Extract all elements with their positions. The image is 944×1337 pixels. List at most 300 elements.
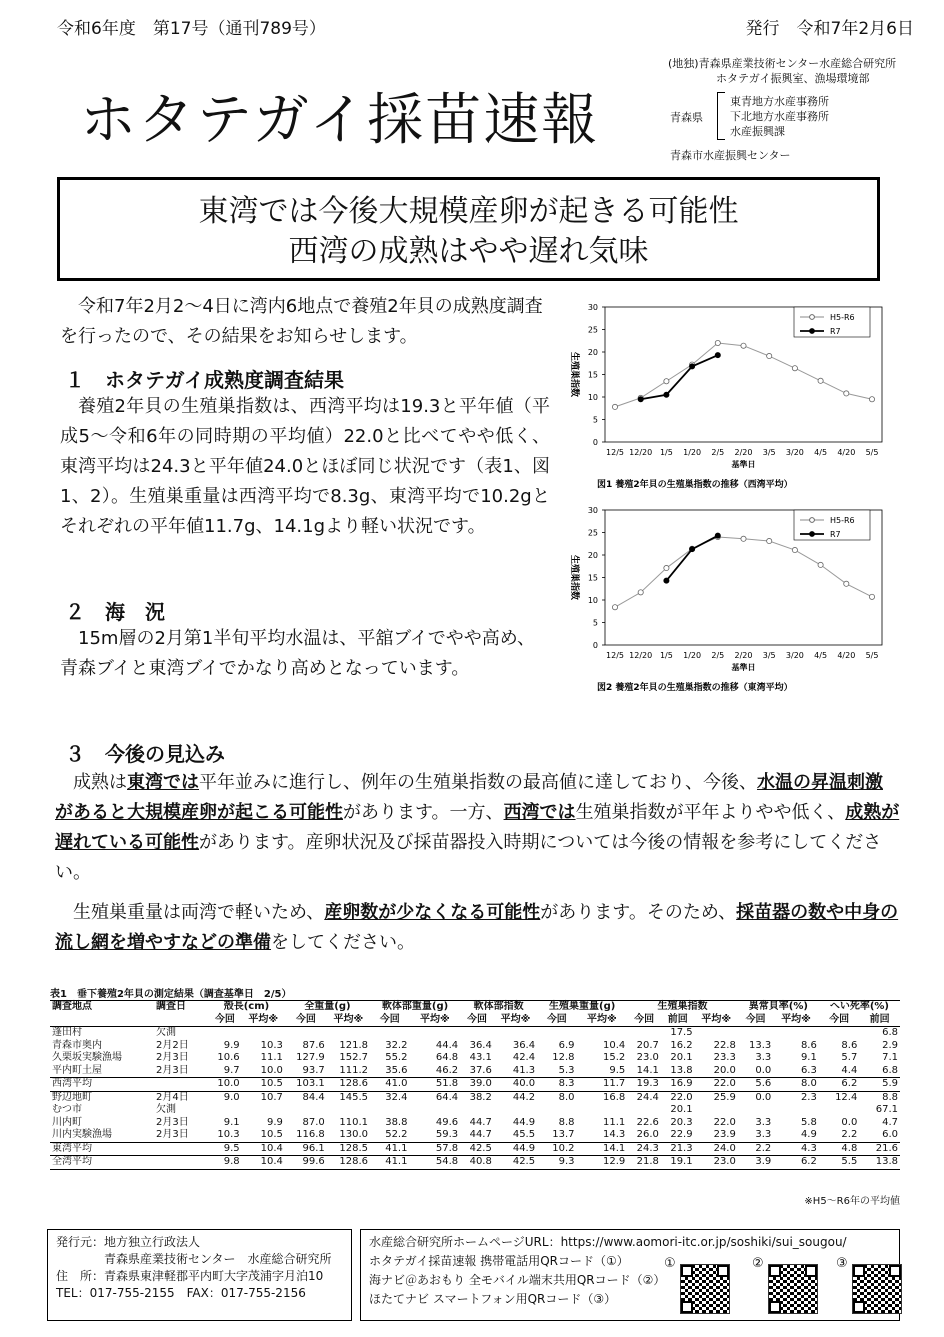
sub-header: 今回 xyxy=(460,1014,494,1027)
footer-qr2-label: 海ナビ＠あおもり 全モバイル端末共用QRコード（②） xyxy=(369,1273,666,1287)
table-cell: 16.2 xyxy=(670,1039,693,1051)
table-cell: 10.4 xyxy=(242,1156,285,1170)
sub-header: 今回 xyxy=(370,1014,409,1027)
table-note: ※H5～R6年の平均値 xyxy=(804,1196,900,1207)
table-cell: 64.4 xyxy=(435,1091,459,1103)
table-cell xyxy=(409,1104,460,1117)
table-cell xyxy=(460,1104,494,1117)
table-cell: 49.6 xyxy=(435,1116,459,1128)
table-cell: 39.0 xyxy=(460,1078,494,1092)
row-name: 平内町土屋 xyxy=(50,1065,154,1078)
headline-line2: 西湾の成熟はやや遅れ気味 xyxy=(288,234,649,269)
table-cell: 121.8 xyxy=(339,1039,369,1051)
table-row xyxy=(50,1052,900,1065)
table-cell: 44.4 xyxy=(435,1039,459,1051)
table-cell: 11.1 xyxy=(602,1116,626,1128)
section1-heading: １ ホタテガイ成熟度調査結果 xyxy=(65,368,344,392)
group-header: 生殖巣重量(g) xyxy=(537,1001,627,1014)
row-date xyxy=(154,1078,208,1092)
section3-paragraph1 xyxy=(55,768,900,888)
office-2: 下北地方水産事務所 xyxy=(730,110,829,123)
emphasis-text: 産卵数が少なくなる可能性 xyxy=(324,902,541,923)
table-cell: 2.2 xyxy=(738,1142,773,1156)
table-cell xyxy=(773,1104,819,1117)
table-cell: 44.9 xyxy=(494,1142,537,1156)
emphasis-text: 成熟が遅れている可能性 xyxy=(55,802,900,853)
y-tick-label: 15 xyxy=(587,370,598,380)
table-cell xyxy=(537,1104,576,1117)
group-header: 軟体部重量(g) xyxy=(370,1001,460,1014)
sub-header: 平均※ xyxy=(494,1014,537,1027)
y-tick-label: 0 xyxy=(592,641,598,650)
page-title: ホタテガイ採苗速報 xyxy=(80,88,600,153)
table-cell xyxy=(577,1027,628,1040)
table-cell: 19.1 xyxy=(661,1156,695,1170)
table-caption: 表1 垂下養殖2年貝の測定結果（調査基準日 2/5） xyxy=(50,989,292,1000)
table-cell: 8.3 xyxy=(537,1078,576,1092)
group-header: 全重量(g) xyxy=(285,1001,370,1014)
table-cell: 9.9 xyxy=(223,1039,240,1051)
section3-heading: ３ 今後の見込み xyxy=(65,742,225,766)
table-cell: 22.8 xyxy=(713,1039,736,1051)
sub-header: 平均※ xyxy=(577,1014,628,1027)
table-cell: 10.4 xyxy=(602,1039,626,1051)
row-date xyxy=(154,1142,208,1156)
table-cell: 11.7 xyxy=(577,1078,628,1092)
legend-swatch-marker xyxy=(810,315,815,320)
data-point xyxy=(792,366,797,371)
table-cell: 128.6 xyxy=(327,1156,370,1170)
row-name: 久栗坂実験漁場 xyxy=(52,1052,122,1063)
footer-publisher-box xyxy=(47,1229,352,1321)
table-cell xyxy=(242,1027,285,1040)
data-point xyxy=(818,562,823,567)
table-cell: 9.3 xyxy=(537,1156,576,1170)
sub-header: 平均※ xyxy=(409,1014,460,1027)
table-cell: 8.8 xyxy=(882,1091,898,1103)
table-cell: 37.6 xyxy=(460,1065,494,1078)
table-cell: 8.6 xyxy=(800,1039,817,1051)
publisher-offices xyxy=(730,94,829,139)
sub-header: 今回 xyxy=(819,1014,859,1027)
table-cell xyxy=(494,1027,537,1040)
table-cell xyxy=(627,1027,661,1040)
table-cell: 4.8 xyxy=(819,1142,859,1156)
x-tick-label: 2/20 xyxy=(734,448,753,457)
intro-paragraph: 令和7年2月2～4日に湾内6地点で養殖2年貝の成熟度調査を行ったので、その結果をお知らせします。 xyxy=(60,296,543,347)
table-cell: 46.2 xyxy=(409,1065,460,1078)
office-1: 東青地方水産事務所 xyxy=(730,95,829,108)
table-cell: 42.5 xyxy=(460,1142,494,1156)
qr1-number: ① xyxy=(664,1256,676,1271)
table-cell xyxy=(577,1104,628,1117)
table-cell: 57.8 xyxy=(409,1142,460,1156)
table-cell: 32.2 xyxy=(385,1039,408,1051)
legend-swatch-marker xyxy=(810,329,815,334)
data-point xyxy=(767,538,772,543)
row-date: 欠測 xyxy=(156,1104,176,1115)
row-name: 野辺地町 xyxy=(52,1091,92,1103)
x-tick-label: 3/5 xyxy=(762,651,776,660)
table-cell: 10.3 xyxy=(260,1039,283,1051)
table-cell: 64.8 xyxy=(435,1052,459,1063)
table-cell: 4.7 xyxy=(882,1116,898,1128)
data-point xyxy=(869,397,874,402)
table-cell: 12.8 xyxy=(552,1052,575,1063)
table-cell: 42.4 xyxy=(512,1052,536,1063)
table-cell: 4.3 xyxy=(773,1142,819,1156)
table-cell: 44.7 xyxy=(469,1116,492,1128)
table-cell: 7.1 xyxy=(882,1052,898,1063)
table-cell: 36.4 xyxy=(469,1039,492,1051)
table-cell xyxy=(409,1027,460,1040)
legend-swatch-marker xyxy=(810,532,815,537)
table-cell: 40.0 xyxy=(494,1078,537,1092)
table-row xyxy=(50,1142,900,1156)
row-date xyxy=(154,1156,208,1170)
y-axis-label: 生殖巣指数 xyxy=(569,351,579,398)
chart-west-bay xyxy=(560,295,900,495)
row-name: むつ市 xyxy=(52,1104,82,1115)
qr-code-2[interactable] xyxy=(768,1264,818,1314)
qr-code-1[interactable] xyxy=(680,1264,730,1314)
table-cell: 26.0 xyxy=(627,1129,661,1142)
group-header: 軟体部指数 xyxy=(460,1001,537,1014)
table-cell: 19.3 xyxy=(627,1078,661,1092)
series-line-R7 xyxy=(666,536,717,581)
data-point xyxy=(612,605,617,610)
table-cell: 20.3 xyxy=(670,1116,693,1128)
table-cell: 41.1 xyxy=(370,1156,409,1170)
table-cell: 20.7 xyxy=(636,1039,659,1051)
table-cell: 24.0 xyxy=(695,1142,738,1156)
y-tick-label: 20 xyxy=(587,348,598,357)
table-cell: 9.5 xyxy=(577,1065,628,1078)
y-tick-label: 25 xyxy=(587,528,598,538)
table-cell: 4.4 xyxy=(819,1065,859,1078)
table-cell xyxy=(695,1104,738,1117)
emphasis-text: 水温の昇温刺激があると大規模産卵が起こる可能性 xyxy=(55,772,883,823)
table-cell: 9.0 xyxy=(223,1091,240,1103)
table-cell: 2.9 xyxy=(882,1039,898,1051)
legend-swatch-marker xyxy=(810,518,815,523)
table-cell xyxy=(327,1104,370,1117)
y-tick-label: 10 xyxy=(587,393,598,402)
table-cell: 38.2 xyxy=(469,1091,492,1103)
y-tick-label: 20 xyxy=(587,551,598,560)
data-point xyxy=(638,397,643,402)
y-tick-label: 0 xyxy=(592,438,598,447)
row-name: 全湾平均 xyxy=(50,1156,154,1170)
body-text: 平年並みに進行し、例年の生殖巣指数の最高値に達しており、今後、 xyxy=(199,772,757,793)
table-cell: 16.9 xyxy=(661,1078,695,1092)
data-point xyxy=(715,353,720,358)
table-cell: 13.3 xyxy=(749,1039,772,1051)
table-cell: 22.6 xyxy=(636,1116,659,1128)
table-cell: 9.1 xyxy=(223,1116,240,1128)
table-row xyxy=(50,1065,900,1078)
x-tick-label: 2/5 xyxy=(711,448,725,457)
table-cell: 22.0 xyxy=(670,1091,693,1103)
table-cell xyxy=(695,1027,738,1040)
table-cell: 9.5 xyxy=(208,1142,242,1156)
table-cell xyxy=(537,1027,576,1040)
table-cell: 20.0 xyxy=(695,1065,738,1078)
table-cell: 59.3 xyxy=(409,1129,460,1142)
sub-header: 前回 xyxy=(661,1014,695,1027)
group-header: 異常貝率(%) xyxy=(738,1001,819,1014)
table-cell: 6.0 xyxy=(859,1129,900,1142)
x-tick-label: 5/5 xyxy=(865,448,879,457)
table-cell: 127.9 xyxy=(296,1052,325,1063)
table-cell: 24.4 xyxy=(636,1091,659,1103)
publisher-city: 青森市水産振興センター xyxy=(670,149,791,162)
publisher-line2: ホタテガイ振興室、漁場環境部 xyxy=(716,72,870,85)
table-cell: 13.7 xyxy=(537,1129,576,1142)
row-date: 欠測 xyxy=(156,1027,176,1038)
footer-qr3-label: ほたてナビ スマートフォン用QRコード（③） xyxy=(369,1292,617,1306)
chart-title: 図2 養殖2年貝の生殖巣指数の推移（東湾平均） xyxy=(597,683,793,693)
table-cell: 0.0 xyxy=(841,1116,858,1128)
footer-links-box xyxy=(360,1229,900,1321)
table-cell: 67.1 xyxy=(875,1104,898,1115)
y-tick-label: 5 xyxy=(592,618,598,628)
x-tick-label: 2/20 xyxy=(734,651,753,660)
table-cell: 43.1 xyxy=(469,1052,492,1063)
x-tick-label: 1/20 xyxy=(683,448,702,457)
table-cell: 103.1 xyxy=(285,1078,327,1092)
table-cell: 41.1 xyxy=(370,1142,409,1156)
footer-url[interactable]: 水産総合研究所ホームページURL：https://www.aomori-itc.or.jp/soshiki/sui_sougou/ xyxy=(369,1235,847,1249)
data-point xyxy=(715,340,720,345)
emphasis-text: 東湾では xyxy=(127,772,199,793)
sub-header: 今回 xyxy=(208,1014,242,1027)
table-cell: 8.6 xyxy=(841,1039,858,1051)
table-cell: 116.8 xyxy=(285,1129,327,1142)
table-cell: 32.4 xyxy=(385,1091,408,1103)
data-point xyxy=(664,578,669,583)
table-cell xyxy=(819,1104,859,1117)
table-cell: 6.8 xyxy=(859,1065,900,1078)
sub-header: 平均※ xyxy=(695,1014,738,1027)
data-point xyxy=(869,594,874,599)
table-cell xyxy=(208,1027,242,1040)
legend-label: R7 xyxy=(830,327,841,336)
table-cell: 9.1 xyxy=(800,1052,817,1063)
section3-paragraph2 xyxy=(55,898,900,958)
table-cell: 99.6 xyxy=(285,1156,327,1170)
table-row xyxy=(50,1104,900,1117)
data-point xyxy=(715,533,720,538)
table-cell: 17.5 xyxy=(670,1027,693,1038)
section2-body: 15m層の2月第1半旬平均水温は、平舘ブイでやや高め、青森ブイと東湾ブイでかなり高めとなっています。 xyxy=(60,628,536,679)
publisher-bracket xyxy=(717,92,725,140)
data-point xyxy=(767,353,772,358)
row-name: 青森市奥内 xyxy=(52,1039,102,1051)
table-cell: 13.8 xyxy=(859,1156,900,1170)
footer-qr1-label: ホタテガイ採苗速報 携帯電話用QRコード（①） xyxy=(369,1254,629,1268)
data-point xyxy=(690,547,695,552)
table-cell: 55.2 xyxy=(385,1052,408,1063)
section2-heading: ２ 海 況 xyxy=(65,600,165,624)
body-text: をしてください。 xyxy=(271,932,415,953)
table-cell: 36.4 xyxy=(512,1039,536,1051)
x-tick-label: 4/20 xyxy=(837,651,856,660)
table-cell: 9.7 xyxy=(208,1065,242,1078)
chart-title: 図1 養殖2年貝の生殖巣指数の推移（西湾平均） xyxy=(597,480,793,490)
table-cell: 44.9 xyxy=(512,1116,536,1128)
table-row xyxy=(50,1078,900,1092)
sub-header: 今回 xyxy=(285,1014,327,1027)
table-cell: 10.3 xyxy=(208,1129,242,1142)
row-date: 2月3日 xyxy=(154,1065,208,1078)
body-text: があります。一方、 xyxy=(343,802,504,823)
table-cell: 6.2 xyxy=(773,1156,819,1170)
emphasis-text: 採苗器の数や中身の流し網を増やすなどの準備 xyxy=(55,902,899,953)
y-tick-label: 25 xyxy=(587,325,598,335)
table-cell: 5.9 xyxy=(859,1078,900,1092)
table-cell: 14.1 xyxy=(627,1065,661,1078)
table-cell: 21.3 xyxy=(661,1142,695,1156)
table-cell: 9.9 xyxy=(267,1116,283,1128)
data-point xyxy=(844,391,849,396)
x-tick-label: 12/20 xyxy=(629,651,653,660)
table-cell: 20.1 xyxy=(670,1052,693,1063)
publisher-line1: (地独)青森県産業技術センター水産総合研究所 xyxy=(668,57,897,70)
table-cell: 10.0 xyxy=(242,1065,285,1078)
body-text: 生殖巣重量は両湾で軽いため、 xyxy=(73,902,325,923)
group-header: 調査日 xyxy=(154,1001,208,1014)
table-cell: 23.3 xyxy=(713,1052,736,1063)
table-cell: 44.7 xyxy=(460,1129,494,1142)
table-cell: 84.4 xyxy=(302,1091,325,1103)
data-point xyxy=(664,392,669,397)
group-header: 調査地点 xyxy=(50,1001,154,1014)
table-cell xyxy=(370,1027,409,1040)
table-cell xyxy=(285,1104,327,1117)
table-cell: 4.9 xyxy=(773,1129,819,1142)
sub-header: 今回 xyxy=(738,1014,773,1027)
x-tick-label: 5/5 xyxy=(865,651,879,660)
x-axis-label: 基準日 xyxy=(731,663,756,672)
table-cell: 10.7 xyxy=(260,1091,283,1103)
qr2-number: ② xyxy=(752,1256,764,1271)
sub-header-empty xyxy=(154,1014,208,1027)
table-cell: 152.7 xyxy=(339,1052,369,1063)
section1-body: 養殖2年貝の生殖巣指数は、西湾平均は19.3と平年値（平成5～令和6年の同時期の平均値）22.0と比べてやや低く、東湾平均は24.3と平年値24.0とほぼ同じ状況です（表1、図1、2）。生殖巣重量は西湾平均で8.3g、東湾平均で10.2gとそれぞれの平年値11.7g、14.1gより軽い状況です。 xyxy=(60,396,550,537)
table-cell: 8.0 xyxy=(773,1078,819,1092)
table-cell: 22.9 xyxy=(661,1129,695,1142)
table-cell: 8.8 xyxy=(558,1116,575,1128)
group-header: へい死率(%) xyxy=(819,1001,900,1014)
table-cell: 10.2 xyxy=(537,1142,576,1156)
row-date: 2月3日 xyxy=(156,1116,189,1128)
table-cell: 0.0 xyxy=(755,1091,772,1103)
table-cell: 11.1 xyxy=(260,1052,283,1063)
x-tick-label: 1/20 xyxy=(683,651,702,660)
table-cell: 23.0 xyxy=(636,1052,659,1063)
series-line-R7 xyxy=(641,355,718,399)
table-cell xyxy=(819,1027,859,1040)
table-cell xyxy=(494,1104,537,1117)
table-cell: 21.6 xyxy=(859,1142,900,1156)
group-header: 生殖巣指数 xyxy=(627,1001,738,1014)
y-tick-label: 30 xyxy=(587,506,598,515)
table-cell: 13.8 xyxy=(661,1065,695,1078)
x-tick-label: 4/5 xyxy=(814,448,828,457)
qr3-number: ③ xyxy=(836,1256,848,1271)
table-cell: 12.4 xyxy=(835,1091,858,1103)
table-cell xyxy=(242,1104,285,1117)
measurement-table xyxy=(50,1000,900,1170)
table-cell: 9.8 xyxy=(208,1156,242,1170)
table-cell: 3.3 xyxy=(755,1052,772,1063)
table-cell xyxy=(370,1104,409,1117)
group-header: 殻長(cm) xyxy=(208,1001,285,1014)
row-name: 西湾平均 xyxy=(50,1078,154,1092)
table-cell: 16.8 xyxy=(602,1091,626,1103)
table-cell: 10.6 xyxy=(217,1052,240,1063)
qr-code-3[interactable] xyxy=(852,1264,902,1314)
table-cell: 22.0 xyxy=(713,1116,736,1128)
x-tick-label: 2/5 xyxy=(711,651,725,660)
table-cell: 25.9 xyxy=(713,1091,736,1103)
sub-header: 今回 xyxy=(537,1014,576,1027)
table-row xyxy=(50,1129,900,1142)
table-cell: 40.8 xyxy=(460,1156,494,1170)
sub-header-empty xyxy=(50,1014,154,1027)
body-text: があります。そのため、 xyxy=(540,902,737,923)
office-3: 水産振興課 xyxy=(730,125,785,138)
table-cell: 14.1 xyxy=(577,1142,628,1156)
table-cell: 10.4 xyxy=(242,1142,285,1156)
sub-header: 平均※ xyxy=(773,1014,819,1027)
table-row xyxy=(50,1040,900,1053)
sub-header: 平均※ xyxy=(327,1014,370,1027)
table-cell: 111.2 xyxy=(327,1065,370,1078)
table-cell: 24.3 xyxy=(627,1142,661,1156)
sub-header: 前回 xyxy=(859,1014,900,1027)
table-cell: 2.3 xyxy=(800,1091,817,1103)
table-cell: 41.3 xyxy=(494,1065,537,1078)
x-tick-label: 3/20 xyxy=(785,651,804,660)
row-name: 蓬田村 xyxy=(52,1027,82,1038)
y-tick-label: 30 xyxy=(587,303,598,312)
table-row xyxy=(50,1117,900,1130)
x-tick-label: 4/5 xyxy=(814,651,828,660)
data-point xyxy=(741,536,746,541)
table-cell: 20.1 xyxy=(670,1104,693,1115)
table-cell: 14.3 xyxy=(577,1129,628,1142)
table-cell: 15.2 xyxy=(602,1052,626,1063)
row-date: 2月4日 xyxy=(156,1091,189,1103)
publisher-pref: 青森県 xyxy=(670,111,703,124)
table-cell: 6.9 xyxy=(558,1039,575,1051)
table-cell: 6.3 xyxy=(773,1065,819,1078)
table-cell: 128.6 xyxy=(327,1078,370,1092)
table-cell: 22.0 xyxy=(695,1078,738,1092)
footer-address: 住 所：青森県東津軽郡平内町大字茂浦字月泊10 xyxy=(56,1269,324,1283)
headline-box xyxy=(57,177,880,281)
row-name: 川内町 xyxy=(52,1116,82,1128)
table-cell: 110.1 xyxy=(339,1116,369,1128)
table-row xyxy=(50,1091,900,1104)
x-tick-label: 3/5 xyxy=(762,448,776,457)
table-cell xyxy=(285,1027,327,1040)
y-tick-label: 5 xyxy=(592,415,598,425)
row-date: 2月2日 xyxy=(156,1039,189,1051)
table-cell: 51.8 xyxy=(409,1078,460,1092)
